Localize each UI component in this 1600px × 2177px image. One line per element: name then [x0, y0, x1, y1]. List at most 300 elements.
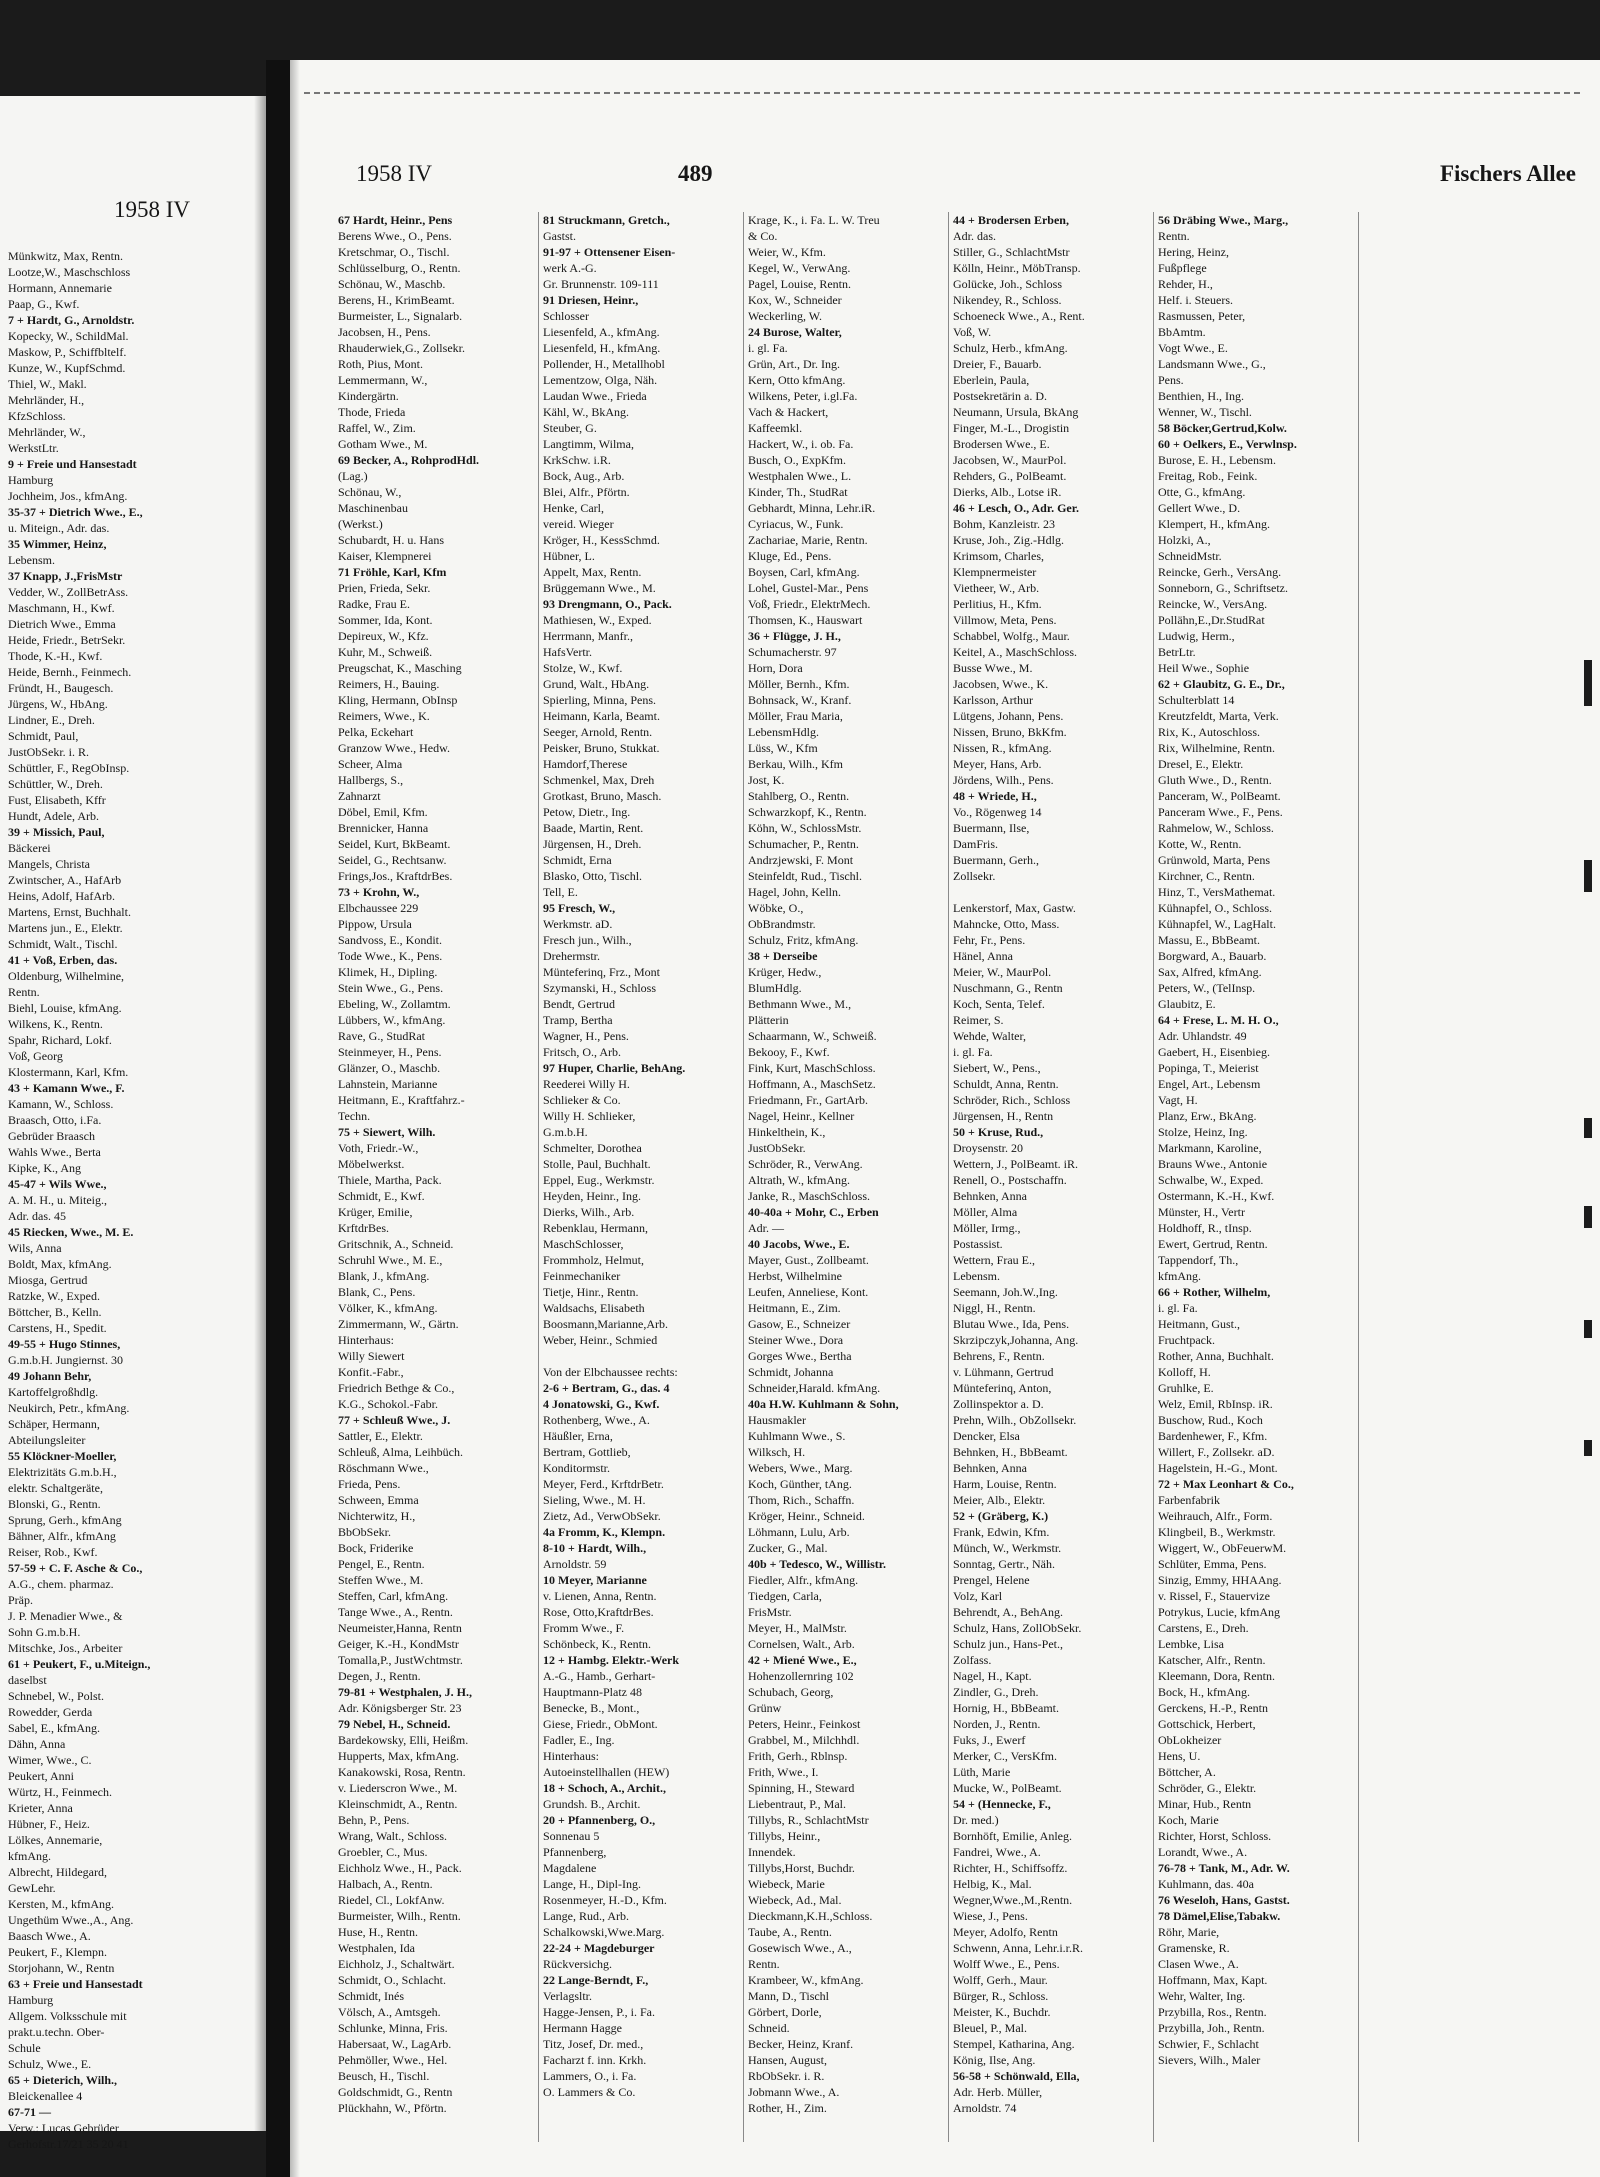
directory-entry: Heyden, Heinr., Ing.	[543, 1189, 641, 1203]
directory-entry: i. gl. Fa.	[1158, 1301, 1198, 1315]
directory-entry: Nagel, Heinr., Kellner	[748, 1109, 855, 1123]
directory-entry: Mangels, Christa	[8, 857, 90, 871]
directory-entry: 8-10 + Hardt, Wilh.,	[543, 1541, 647, 1555]
directory-entry: Hausmakler	[748, 1413, 806, 1427]
directory-entry: Krüger, Hedw.,	[748, 965, 822, 979]
directory-entry: Lindner, E., Dreh.	[8, 713, 95, 727]
directory-entry: Przybilla, Ros., Rentn.	[1158, 2005, 1267, 2019]
directory-entry: Rother, H., Zim.	[748, 2101, 827, 2115]
directory-entry: Markmann, Karoline,	[1158, 1141, 1262, 1155]
directory-entry: Neumann, Ursula, BkAng	[953, 405, 1079, 419]
directory-entry: Wiebeck, Ad., Mal.	[748, 1893, 842, 1907]
left-page	[0, 96, 266, 2151]
directory-entry: Mayer, Gust., Zollbeamt.	[748, 1253, 869, 1267]
directory-entry: Wahls Wwe., Berta	[8, 1145, 101, 1159]
directory-entry: Dieckmann,K.H.,Schloss.	[748, 1909, 873, 1923]
directory-entry: Münteferinq, Anton,	[953, 1381, 1052, 1395]
directory-entry: Münster, H., Vertr	[1158, 1205, 1245, 1219]
directory-entry: Cornelsen, Walt., Arb.	[748, 1637, 855, 1651]
directory-entry: Nissen, Bruno, BkKfm.	[953, 725, 1067, 739]
directory-entry: Riedel, Cl., LokfAnw.	[338, 1893, 445, 1907]
directory-entry: Storjohann, W., Rentn	[8, 1961, 115, 1975]
directory-entry: 45-47 + Wils Wwe.,	[8, 1177, 107, 1191]
directory-entry: prakt.u.techn. Ober-	[8, 2025, 105, 2039]
directory-entry: 46 + Lesch, O., Adr. Ger.	[953, 501, 1079, 515]
directory-entry: Sieling, Wwe., M. H.	[543, 1493, 646, 1507]
directory-entry: Meyer, H., MalMstr.	[748, 1621, 847, 1635]
directory-entry: Dierks, Wilh., Arb.	[543, 1205, 635, 1219]
directory-entry: Rowedder, Gerda	[8, 1705, 93, 1719]
directory-entry: 38 + Derseibe	[748, 949, 818, 963]
directory-entry: Holdhoff, R., tInsp.	[1158, 1221, 1252, 1235]
column-divider	[948, 212, 949, 2142]
directory-entry: Schruhl Wwe., M. E.,	[338, 1253, 443, 1267]
directory-entry: 40 Jacobs, Wwe., E.	[748, 1237, 850, 1251]
directory-entry: kfmAng.	[1158, 1269, 1201, 1283]
directory-entry: Postassist.	[953, 1237, 1003, 1251]
directory-entry: Rehders, G., PolBeamt.	[953, 469, 1067, 483]
directory-entry: 18 + Schoch, A., Archit.,	[543, 1781, 666, 1795]
directory-entry: 64 + Frese, L. M. H. O.,	[1158, 1013, 1279, 1027]
directory-entry: Mathiesen, W., Exped.	[543, 613, 652, 627]
directory-entry: A.G., chem. pharmaz.	[8, 1577, 114, 1591]
directory-entry: Hauptmann-Platz 48	[543, 1685, 642, 1699]
directory-entry: Hagelstein, H.-G., Mont.	[1158, 1461, 1278, 1475]
directory-entry: Degen, J., Rentn.	[338, 1669, 421, 1683]
directory-entry: Jobmann Wwe., A.	[748, 2085, 840, 2099]
directory-entry: Bohm, Kanzleistr. 23	[953, 517, 1055, 531]
directory-entry: Willy H. Schlieker,	[543, 1109, 636, 1123]
directory-entry: Adr. das.	[953, 229, 996, 243]
directory-entry: Jacobsen, H., Pens.	[338, 325, 431, 339]
directory-entry: 60 + Oelkers, E., Verwlnsp.	[1158, 437, 1297, 451]
directory-entry: 54 + (Hennecke, F.,	[953, 1797, 1051, 1811]
directory-column-1	[338, 212, 534, 2116]
directory-entry: Möller, Bernh., Kfm.	[748, 677, 850, 691]
directory-entry: Schmidt, Erna	[543, 853, 612, 867]
directory-entry: 58 Böcker,Gertrud,Kolw.	[1158, 421, 1287, 435]
directory-entry: 7 + Hardt, G., Arnoldstr.	[8, 313, 135, 327]
directory-entry: 55 Klöckner-Moeller,	[8, 1449, 117, 1463]
directory-entry: Thiele, Martha, Pack.	[338, 1173, 442, 1187]
directory-entry: 49-55 + Hugo Stinnes,	[8, 1337, 121, 1351]
directory-entry: Sommer, Ida, Kont.	[338, 613, 433, 627]
directory-entry: Zindler, G., Dreh.	[953, 1685, 1039, 1699]
directory-entry: Tillybs,Horst, Buchdr.	[748, 1861, 855, 1875]
directory-entry: Blasko, Otto, Tischl.	[543, 869, 643, 883]
directory-entry: Klostermann, Karl, Kfm.	[8, 1065, 129, 1079]
directory-entry: v. Lienen, Anna, Rentn.	[543, 1589, 657, 1603]
directory-entry: 56 Dräbing Wwe., Marg.,	[1158, 213, 1289, 227]
directory-entry: Schulz, Wwe., E.	[8, 2057, 92, 2071]
directory-entry: Häußler, Erna,	[543, 1429, 613, 1443]
directory-entry: Heide, Bernh., Feinmech.	[8, 665, 132, 679]
directory-entry: Möller, Frau Maria,	[748, 709, 843, 723]
directory-entry: Herbst, Wilhelmine	[748, 1269, 842, 1283]
directory-entry: Glänzer, O., Maschb.	[338, 1061, 441, 1075]
directory-entry: Thode, Frieda	[338, 405, 406, 419]
directory-entry	[953, 884, 1149, 900]
directory-entry: Weier, W., Kfm.	[748, 245, 826, 259]
margin-tab-mark	[1584, 660, 1592, 706]
directory-entry: Zietz, Ad., VerwObSekr.	[543, 1509, 661, 1523]
directory-entry: Berkau, Wilh., Kfm	[748, 757, 843, 771]
directory-entry: Rentn.	[748, 1957, 780, 1971]
directory-entry: Busch, O., ExpKfm.	[748, 453, 846, 467]
directory-entry: Vietheer, W., Arb.	[953, 581, 1040, 595]
directory-entry: Petow, Dietr., Ing.	[543, 805, 631, 819]
directory-entry: Pollähn,E.,Dr.StudRat	[1158, 613, 1265, 627]
directory-entry: Jochheim, Jos., kfmAng.	[8, 489, 128, 503]
directory-entry: Plückhahn, W., Pförtn.	[338, 2101, 447, 2115]
directory-entry: Schlosser	[543, 309, 589, 323]
directory-entry: Nichterwitz, H.,	[338, 1509, 416, 1523]
directory-entry: Pehmöller, Wwe., Hel.	[338, 2053, 448, 2067]
directory-entry: Bock, Aug., Arb.	[543, 469, 625, 483]
directory-entry: Boosmann,Marianne,Arb.	[543, 1317, 668, 1331]
directory-entry: 62 + Glaubitz, G. E., Dr.,	[1158, 677, 1285, 691]
directory-entry: FrisMstr.	[748, 1605, 792, 1619]
directory-entry: Böttcher, B., Kelln.	[8, 1305, 102, 1319]
directory-entry: 66 + Rother, Wilhelm,	[1158, 1285, 1271, 1299]
directory-entry: elektr. Schaltgeräte,	[8, 1481, 103, 1495]
year-volume-label: 1958 IV	[356, 161, 433, 186]
directory-entry: Schlunke, Minna, Fris.	[338, 2021, 448, 2035]
column-divider	[1153, 212, 1154, 2142]
directory-entry: Maschmann, H., Kwf.	[8, 601, 115, 615]
directory-entry: Dresel, E., Elektr.	[1158, 757, 1244, 771]
directory-entry: Roth, Pius, Mont.	[338, 357, 424, 371]
directory-entry: Hagge-Jensen, P., i. Fa.	[543, 2005, 655, 2019]
directory-entry: Schönau, W.,	[338, 485, 402, 499]
directory-entry: Kolloff, H.	[1158, 1365, 1211, 1379]
directory-entry: Burmeister, Wilh., Rentn.	[338, 1909, 461, 1923]
directory-entry: Mehrländer, H.,	[8, 393, 85, 407]
directory-entry: Gasow, E., Schneizer	[748, 1317, 851, 1331]
directory-entry: Kipke, K., Ang	[8, 1161, 81, 1175]
directory-entry: Frith, Gerh., Rblnsp.	[748, 1749, 848, 1763]
directory-entry: Thode, K.-H., Kwf.	[8, 649, 103, 663]
directory-entry: Depireux, W., Kfz.	[338, 629, 429, 643]
directory-entry: Geiger, K.-H., KondMstr	[338, 1637, 459, 1651]
directory-entry: 76 Weseloh, Hans, Gastst.	[1158, 1893, 1290, 1907]
directory-entry: Goldschmidt, G., Rentn	[338, 2085, 453, 2099]
directory-entry: 61 + Peukert, F., u.Miteign.,	[8, 1657, 151, 1671]
directory-entry: Peters, Heinr., Feinkost	[748, 1717, 861, 1731]
directory-entry: Klimek, H., Dipling.	[338, 965, 438, 979]
directory-entry: Lootze,W., Maschschloss	[8, 265, 131, 279]
directory-entry: Hinkelthein, K.,	[748, 1125, 826, 1139]
directory-entry: Burose, E. H., Lebensm.	[1158, 453, 1276, 467]
directory-entry: Friedmann, Fr., GartArb.	[748, 1093, 868, 1107]
directory-entry: Vagt, H.	[1158, 1093, 1198, 1107]
left-page-column	[8, 248, 256, 2152]
directory-entry: Berens, H., KrimBeamt.	[338, 293, 455, 307]
directory-entry: Hagel, John, Kelln.	[748, 885, 841, 899]
directory-entry: Lange, Rud., Arb.	[543, 1909, 629, 1923]
directory-entry: Nikendey, R., Schloss.	[953, 293, 1062, 307]
directory-entry: Reimers, H., Bauing.	[338, 677, 440, 691]
directory-entry: Wiese, J., Pens.	[953, 1909, 1028, 1923]
directory-entry: Huse, H., Rentn.	[338, 1925, 418, 1939]
directory-entry: Stahlberg, O., Rentn.	[748, 789, 850, 803]
directory-entry: Burmeister, L., Signalarb.	[338, 309, 463, 323]
directory-entry: 67 Hardt, Heinr., Pens	[338, 213, 453, 227]
directory-entry: A.-G., Hamb., Gerhart-	[543, 1669, 656, 1683]
directory-entry: 67-71 —	[8, 2105, 51, 2119]
directory-entry: Münkwitz, Max, Rentn.	[8, 249, 123, 263]
directory-entry: Facharzt f. inn. Krkh.	[543, 2053, 647, 2067]
directory-entry: Brodersen Wwe., E.	[953, 437, 1050, 451]
directory-entry: KrftdrBes.	[338, 1221, 389, 1235]
directory-entry: Blei, Alfr., Pförtn.	[543, 485, 630, 499]
directory-entry: Schaarmann, W., Schweiß.	[748, 1029, 877, 1043]
directory-entry: Meier, W., MaurPol.	[953, 965, 1052, 979]
directory-entry: Plätterin	[748, 1013, 789, 1027]
directory-entry: Schoeneck Wwe., A., Rent.	[953, 309, 1085, 323]
directory-entry: Albrecht, Hildegard,	[8, 1865, 107, 1879]
directory-entry: Lebensm.	[953, 1269, 1000, 1283]
directory-entry: Konfit.-Fabr.,	[338, 1365, 404, 1379]
directory-entry: Gritschnik, A., Schneid.	[338, 1237, 454, 1251]
directory-entry: Frank, Edwin, Kfm.	[953, 1525, 1050, 1539]
directory-entry: Ungethüm Wwe.,A., Ang.	[8, 1913, 134, 1927]
directory-entry: Steinmeyer, H., Pens.	[338, 1045, 442, 1059]
directory-entry: Titz, Josef, Dr. med.,	[543, 2037, 644, 2051]
directory-entry: Szymanski, H., Schloss	[543, 981, 657, 995]
directory-entry: Stolle, Paul, Buchhalt.	[543, 1157, 651, 1171]
directory-entry: Werkmstr. aD.	[543, 917, 613, 931]
directory-entry: Skrzipczyk,Johanna, Ang.	[953, 1333, 1079, 1347]
directory-entry: Grünwold, Marta, Pens	[1158, 853, 1270, 867]
directory-entry: Reiser, Rob., Kwf.	[8, 1545, 98, 1559]
directory-entry: 40a H.W. Kuhlmann & Sohn,	[748, 1397, 899, 1411]
directory-entry: Sonnenau 5	[543, 1829, 600, 1843]
directory-entry: Magdalene	[543, 1861, 597, 1875]
directory-entry: Tange Wwe., A., Rentn.	[338, 1605, 453, 1619]
directory-entry: Ludwig, Herm.,	[1158, 629, 1235, 643]
directory-entry: 4 Jonatowski, G., Kwf.	[543, 1397, 660, 1411]
directory-entry: werk A.-G.	[543, 261, 597, 275]
directory-entry: Heitmann, E., Kraftfahrz.-	[338, 1093, 465, 1107]
directory-entry: Bähner, Alfr., kfmAng	[8, 1529, 116, 1543]
directory-entry: Droysenstr. 20	[953, 1141, 1023, 1155]
directory-entry: Jürgensen, H., Dreh.	[543, 837, 642, 851]
directory-entry: Bock, Friderike	[338, 1541, 414, 1555]
directory-entry: Kretschmar, O., Tischl.	[338, 245, 450, 259]
directory-entry: 22-24 + Magdeburger	[543, 1941, 655, 1955]
directory-entry: (Werkst.)	[338, 517, 383, 531]
directory-entry: SchneidMstr.	[1158, 549, 1222, 563]
directory-entry: Seemann, Joh.W.,Ing.	[953, 1285, 1058, 1299]
directory-entry: Abteilungsleiter	[8, 1433, 86, 1447]
directory-entry: Zwintscher, A., HafArb	[8, 873, 122, 887]
directory-entry: Peukert, F., Klempn.	[8, 1945, 108, 1959]
directory-entry: Benecke, B., Mont.,	[543, 1701, 640, 1715]
directory-entry: Bekooy, F., Kwf.	[748, 1045, 830, 1059]
directory-entry: Gerhofstr.17/21 35 20 41	[8, 2137, 129, 2151]
directory-entry: Weckerling, W.	[748, 309, 823, 323]
directory-entry: Thomsen, K., Hauswart	[748, 613, 863, 627]
directory-entry: Schröder, G., Elektr.	[1158, 1781, 1257, 1795]
directory-entry: Kaiser, Klempnerei	[338, 549, 432, 563]
directory-entry: Volz, Karl	[953, 1589, 1003, 1603]
directory-entry: Kölln, Heinr., MöbTransp.	[953, 261, 1081, 275]
directory-entry: Zucker, G., Mal.	[748, 1541, 828, 1555]
directory-entry: 43 + Kamann Wwe., F.	[8, 1081, 125, 1095]
directory-entry: Holzki, A.,	[1158, 533, 1211, 547]
left-page-shadow	[254, 96, 266, 2131]
right-page	[290, 60, 1600, 2177]
directory-entry: Heins, Adolf, HafArb.	[8, 889, 115, 903]
directory-entry: Schumacherstr. 97	[748, 645, 837, 659]
directory-entry: Hohenzollernring 102	[748, 1669, 854, 1683]
directory-entry: Pengel, E., Rentn.	[338, 1557, 425, 1571]
directory-entry: 12 + Hambg. Elektr.-Werk	[543, 1653, 680, 1667]
directory-entry: Kröger, Heinr., Schneid.	[748, 1509, 865, 1523]
directory-entry: RbObSekr. i. R.	[748, 2069, 825, 2083]
directory-entry: Herrmann, Manfr.,	[543, 629, 633, 643]
directory-entry: Grund, Walt., HbAng.	[543, 677, 650, 691]
margin-tab-mark	[1584, 1118, 1592, 1138]
directory-entry: Nagel, H., Kapt.	[953, 1669, 1032, 1683]
directory-entry: Grün, Art., Dr. Ing.	[748, 357, 840, 371]
directory-entry: Panceram, W., PolBeamt.	[1158, 789, 1281, 803]
directory-entry: 75 + Siewert, Wilh.	[338, 1125, 436, 1139]
directory-entry: Grotkast, Bruno, Masch.	[543, 789, 662, 803]
directory-entry: 24 Burose, Walter,	[748, 325, 842, 339]
directory-entry: Kegel, W., VerwAng.	[748, 261, 851, 275]
directory-entry: Busse Wwe., M.	[953, 661, 1033, 675]
directory-entry: Kuhlmann Wwe., S.	[748, 1429, 846, 1443]
directory-entry: Friedrich Bethge & Co.,	[338, 1381, 455, 1395]
directory-entry: Willert, F., Zollsekr. aD.	[1158, 1445, 1275, 1459]
directory-entry: 20 + Pfannenberg, O.,	[543, 1813, 656, 1827]
directory-entry: Schule	[8, 2041, 41, 2055]
directory-entry: Heitmann, E., Zim.	[748, 1301, 841, 1315]
directory-entry: Prien, Frieda, Sekr.	[338, 581, 431, 595]
directory-entry: Schlüter, Emma, Pens.	[1158, 1557, 1267, 1571]
directory-entry: Bardenhewer, F., Kfm.	[1158, 1429, 1268, 1443]
directory-entry: Hübner, L.	[543, 549, 595, 563]
directory-entry: 4a Fromm, K., Klempn.	[543, 1525, 666, 1539]
directory-entry: Adr. Herb. Müller,	[953, 2085, 1043, 2099]
directory-entry: Buschow, Rud., Koch	[1158, 1413, 1263, 1427]
directory-entry: Meyer, Hans, Arb.	[953, 757, 1042, 771]
directory-entry: Thom, Rich., Schaffn.	[748, 1493, 855, 1507]
directory-entry: Lüss, W., Kfm	[748, 741, 818, 755]
directory-entry: 73 + Krohn, W.,	[338, 885, 420, 899]
directory-entry: Voß, Friedr., ElektrMech.	[748, 597, 871, 611]
directory-entry: Willy Siewert	[338, 1349, 405, 1363]
directory-entry: Sonneborn, G., Schriftsetz.	[1158, 581, 1288, 595]
directory-entry: Taube, A., Rentn.	[748, 1925, 832, 1939]
directory-entry: 65 + Dieterich, Wilh.,	[8, 2073, 118, 2087]
directory-entry: Rasmussen, Peter,	[1158, 309, 1246, 323]
directory-entry: 72 + Max Leonhart & Co.,	[1158, 1477, 1294, 1491]
directory-entry: 79 Nebel, H., Schneid.	[338, 1717, 451, 1731]
directory-entry: GewLehr.	[8, 1881, 56, 1895]
directory-entry: 44 + Brodersen Erben,	[953, 213, 1069, 227]
directory-entry: Reimer, S.	[953, 1013, 1004, 1027]
directory-entry: Reincke, Gerh., VersAng.	[1158, 565, 1282, 579]
directory-entry: Bleuel, P., Mal.	[953, 2021, 1027, 2035]
directory-entry: Heitmann, Gust.,	[1158, 1317, 1240, 1331]
directory-entry: Tell, E.	[543, 885, 578, 899]
directory-entry: Katscher, Alfr., Rentn.	[1158, 1653, 1266, 1667]
directory-entry: Von der Elbchaussee rechts:	[543, 1365, 678, 1379]
directory-entry: Mucke, W., PolBeamt.	[953, 1781, 1062, 1795]
directory-entry: Kühnapfel, W., LagHalt.	[1158, 917, 1276, 931]
directory-entry: Vach & Hackert,	[748, 405, 829, 419]
book-gutter	[266, 60, 290, 2177]
directory-entry: Hamdorf,Therese	[543, 757, 628, 771]
column-divider	[1358, 212, 1359, 2142]
directory-entry: Lemmermann, W.,	[338, 373, 428, 387]
directory-entry: Boldt, Max, kfmAng.	[8, 1257, 112, 1271]
directory-entry: Schäper, Hermann,	[8, 1417, 100, 1431]
directory-entry: Vedder, W., ZollBetrAss.	[8, 585, 129, 599]
directory-entry: Steiner Wwe., Dora	[748, 1333, 844, 1347]
margin-tab-mark	[1584, 1320, 1592, 1338]
directory-entry: Nissen, R., kfmAng.	[953, 741, 1052, 755]
directory-entry: Potrykus, Lucie, kfmAng	[1158, 1605, 1280, 1619]
directory-entry: Mehrländer, W.,	[8, 425, 86, 439]
directory-entry: Kleinschmidt, A., Rentn.	[338, 1797, 458, 1811]
directory-columns	[338, 212, 1564, 2142]
directory-entry: Rehder, H.,	[1158, 277, 1213, 291]
directory-entry: J. P. Menadier Wwe., &	[8, 1609, 123, 1623]
directory-entry: Fadler, E., Ing.	[543, 1733, 615, 1747]
directory-entry: Bohnsack, W., Kranf.	[748, 693, 852, 707]
directory-entry: KrkSchw. i.R.	[543, 453, 611, 467]
directory-entry: Kox, W., Schneider	[748, 293, 842, 307]
directory-entry: Frith, Wwe., I.	[748, 1765, 819, 1779]
directory-entry: (Lag.)	[338, 469, 368, 483]
directory-entry: Schmidt, E., Kwf.	[338, 1189, 425, 1203]
directory-entry: Blank, C., Pens.	[338, 1285, 416, 1299]
directory-entry: Sohn G.m.b.H.	[8, 1625, 81, 1639]
directory-entry: i. gl. Fa.	[953, 1045, 993, 1059]
directory-entry: Rahmelow, W., Schloss.	[1158, 821, 1274, 835]
directory-entry: Arnoldstr. 74	[953, 2101, 1017, 2115]
directory-entry: Krage, K., i. Fa. L. W. Treu	[748, 213, 880, 227]
directory-entry: Hinterhaus:	[338, 1333, 394, 1347]
directory-entry: Heil Wwe., Sophie	[1158, 661, 1250, 675]
directory-entry: Kleemann, Dora, Rentn.	[1158, 1669, 1275, 1683]
directory-entry: v. Lühmann, Gertrud	[953, 1365, 1054, 1379]
directory-entry: Schmenkel, Max, Dreh	[543, 773, 655, 787]
directory-entry: Krambeer, W., kfmAng.	[748, 1973, 864, 1987]
directory-entry: 78 Dämel,Elise,Tabakw.	[1158, 1909, 1281, 1923]
directory-entry: Meyer, Adolfo, Rentn	[953, 1925, 1058, 1939]
directory-entry: Benthien, H., Ing.	[1158, 389, 1244, 403]
directory-entry: Döbel, Emil, Kfm.	[338, 805, 428, 819]
directory-entry: vereid. Wieger	[543, 517, 614, 531]
directory-entry: Hens, U.	[1158, 1749, 1201, 1763]
directory-entry: Rentn.	[1158, 229, 1190, 243]
directory-entry: Hackert, W., i. ob. Fa.	[748, 437, 854, 451]
directory-entry: Wiebeck, Marie	[748, 1877, 825, 1891]
directory-entry: Gorges Wwe., Bertha	[748, 1349, 852, 1363]
directory-entry: Meyer, Ferd., KrftdrBetr.	[543, 1477, 664, 1491]
directory-entry: Klempnermeister	[953, 565, 1037, 579]
directory-entry: Lütgens, Johann, Pens.	[953, 709, 1064, 723]
directory-entry: Seidel, Kurt, BkBeamt.	[338, 837, 451, 851]
directory-entry: Schulz, Fritz, kfmAng.	[748, 933, 859, 947]
street-title: Fischers Allee	[1439, 161, 1576, 186]
directory-entry: Renell, O., Postschaffn.	[953, 1173, 1067, 1187]
